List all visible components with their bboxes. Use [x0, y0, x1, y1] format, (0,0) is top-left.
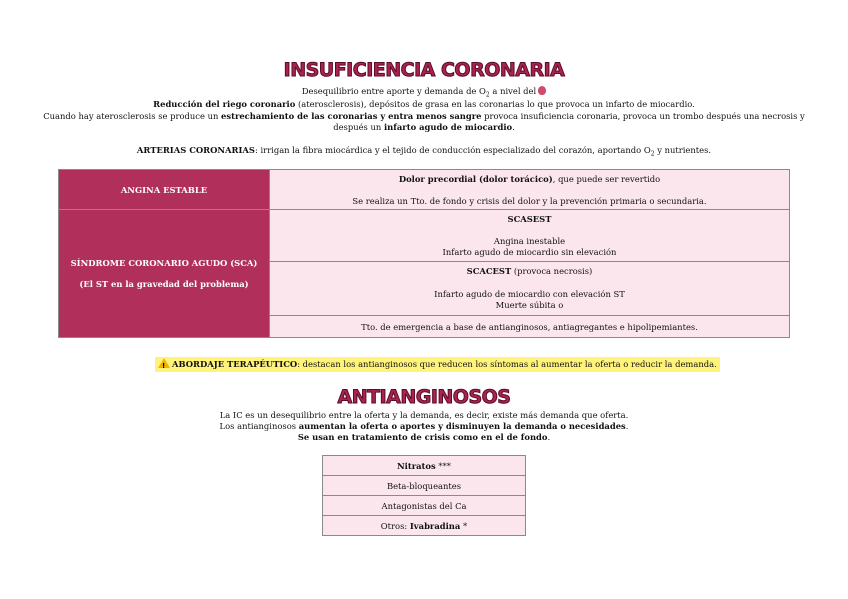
drug-row: Otros: Ivabradina *: [323, 516, 526, 536]
intro-line-3: Cuando hay aterosclerosis se produce un estrechamiento de las coronarias y entra menos sangre provoca insuficiencia coronaria, provoca un trombo después una necrosis y: [43, 111, 805, 121]
anti-line-3: Se usan en tratamiento de crisis como en el de fondo.: [297, 432, 551, 442]
page-title: INSUFICIENCIA CORONARIA: [283, 59, 565, 81]
anti-line-1: La IC es un desequilibrio entre la oferta y la demanda, es decir, existe más demanda que oferta.: [219, 410, 629, 420]
intro-line-1: Desequilibrio entre aporte y demanda de $O_2$ a nivel del: [0, 86, 848, 99]
therapeutic-approach-highlight: !ABORDAJE TERAPÉUTICO: destacan los antianginosos que reducen los síntomas al aumentar la oferta o reducir la demanda.: [155, 357, 720, 372]
warning-icon: [158, 358, 170, 368]
angina-estable-content: Dolor precordial (dolor torácico), que puede ser revertido Se realiza un Tto. de fondo y crisis del dolor y la prevención primaria o secundaria.: [270, 170, 790, 210]
sca-label: SÍNDROME CORONARIO AGUDO (SCA) (El ST en la gravedad del problema): [59, 210, 270, 338]
scasest-cell: SCASEST Angina inestable Infarto agudo de miocardio sin elevación: [270, 210, 790, 262]
section-title-antianginosos: ANTIANGINOSOS: [337, 386, 511, 408]
arterias-line: ARTERIAS CORONARIAS: irrigan la fibra miocárdica y el tejido de conducción especializado del corazón, aportando $O_2$ y nutrientes.: [136, 145, 712, 158]
tto-emergencia-cell: Tto. de emergencia a base de antianginosos, antiagregantes e hipolipemiantes.: [270, 316, 790, 338]
drug-row: Beta-bloqueantes: [323, 476, 526, 496]
antianginosos-table: [322, 455, 526, 536]
drug-row: Antagonistas del Ca: [323, 496, 526, 516]
anti-line-2: Los antianginosos aumentan la oferta o aportes y disminuyen la demanda o necesidades.: [219, 421, 629, 431]
drug-row: Nitratos ***: [323, 456, 526, 476]
intro-line-2: Reducción del riego coronario (aterosclerosis), depósitos de grasa en las coronarias lo que provoca un infarto de miocardio.: [153, 99, 695, 109]
heart-icon: [538, 86, 546, 95]
intro-line-4: después un infarto agudo de miocardio.: [333, 122, 515, 132]
coronary-syndromes-table: [58, 169, 790, 338]
angina-estable-label: ANGINA ESTABLE: [59, 170, 270, 210]
scacest-cell: SCACEST (provoca necrosis) Infarto agudo de miocardio con elevación ST Muerte súbita o: [270, 262, 790, 316]
